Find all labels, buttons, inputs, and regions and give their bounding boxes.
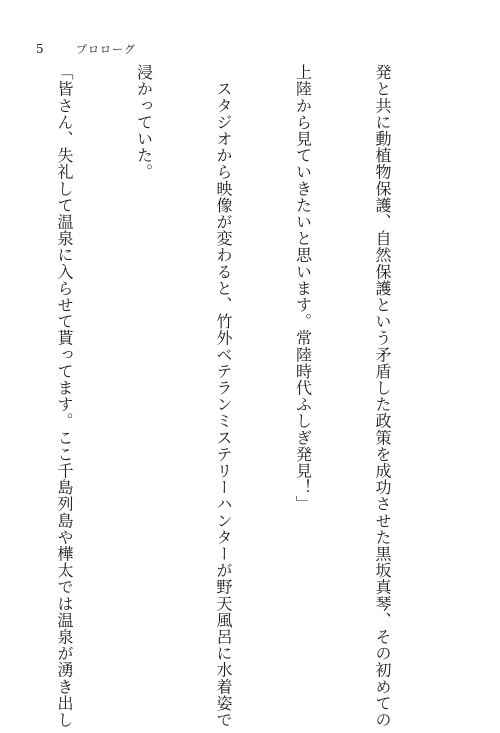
page-header [36, 41, 136, 57]
body-text [0, 64, 448, 728]
text-line: 浸かっていた。 [134, 64, 154, 181]
text-line: 発と共に動植物保護、自然保護という矛盾した政策を成功させた黒坂真琴、その初めての [373, 64, 392, 728]
chapter-title: プロローグ [76, 43, 136, 56]
text-line: 「皆さん、失礼して温泉に入らせて貰ってます。ここ千島列島や樺太では温泉が湧き出し [55, 64, 74, 728]
page-number: 5 [36, 42, 45, 56]
text-line: スタジオから映像が変わると、竹外ベテランミステリーハンターが野天風呂に水着姿で [214, 64, 233, 728]
text-line: 上陸から見ていきたいと思います。常陸時代ふしぎ発見！」 [293, 64, 313, 513]
